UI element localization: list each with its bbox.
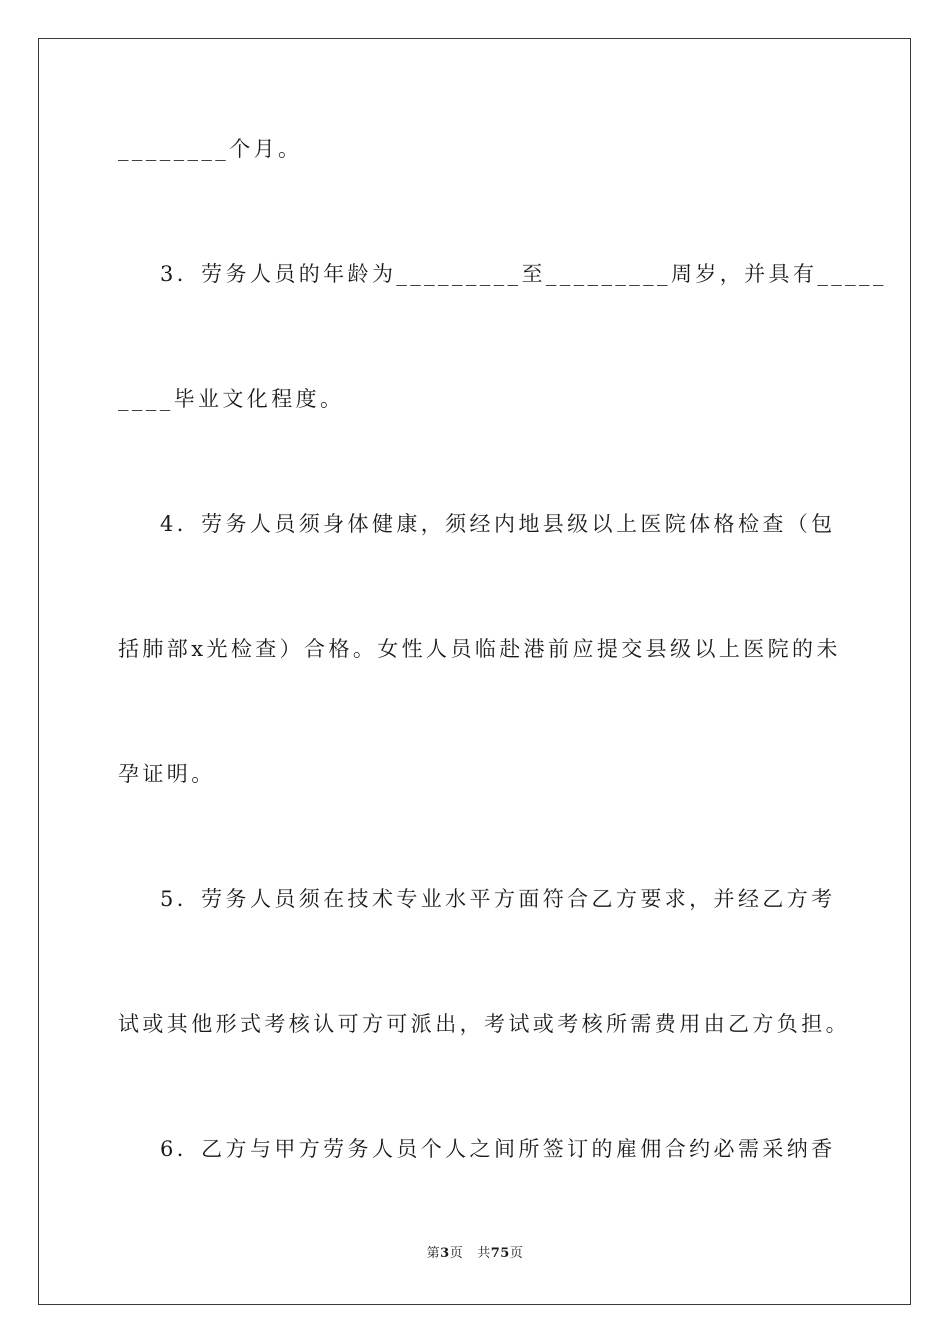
clause-4-line-3: 孕证明。 [118, 762, 216, 786]
clause-6-line-1: 6．乙方与甲方劳务人员个人之间所签订的雇佣合约必需采纳香 [160, 1137, 836, 1161]
total-prefix: 共 [477, 1246, 491, 1261]
page-unit: 页 [449, 1246, 464, 1261]
current-page-number: 3 [440, 1246, 450, 1261]
page-border [38, 38, 911, 1305]
clause-3-line-1: 3．劳务人员的年龄为_________至_________周岁，并具有_____ [160, 262, 887, 286]
text-line-1: ________个月。 [118, 137, 303, 161]
page-prefix: 第 [426, 1246, 441, 1261]
page-footer [0, 1242, 950, 1261]
total-suffix: 页 [509, 1246, 524, 1261]
clause-4-line-1: 4．劳务人员须身体健康，须经内地县级以上医院体格检查（包 [160, 512, 836, 536]
clause-5-line-2: 试或其他形式考核认可方可派出，考试或考核所需费用由乙方负担。 [118, 1012, 850, 1036]
total-page-count: 75 [490, 1246, 510, 1261]
clause-5-line-1: 5．劳务人员须在技术专业水平方面符合乙方要求，并经乙方考 [160, 887, 836, 911]
clause-3-line-2: ____毕业文化程度。 [118, 387, 345, 411]
clause-4-line-2: 括肺部x光检查）合格。女性人员临赴港前应提交县级以上医院的未 [118, 637, 841, 661]
